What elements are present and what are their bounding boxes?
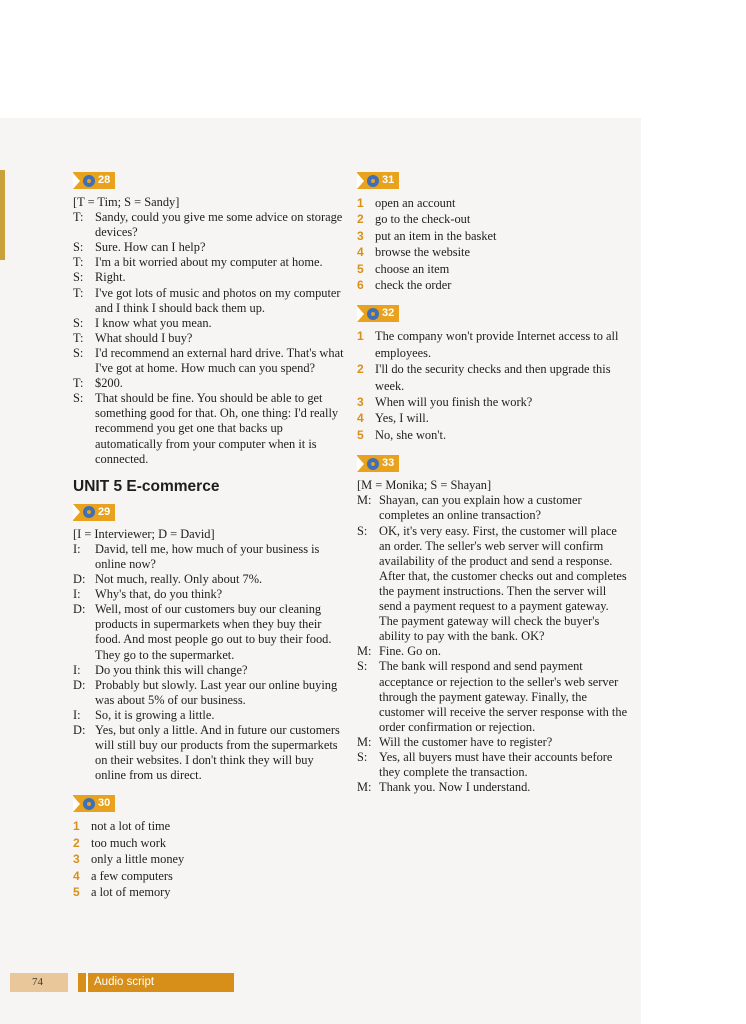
speaker: T: [73,285,84,300]
dialogue-line [357,644,629,659]
speaker: D: [73,572,86,587]
arrow-icon [357,456,364,472]
item-text: go to the check-out [375,212,471,227]
utterance: Shayan, can you explain how a customer completes an online transaction? [379,493,582,523]
utterance: David, tell me, how much of your business is online now? [95,541,320,571]
list-item [357,361,629,394]
item-number: 2 [357,212,364,227]
cd-icon [83,506,95,518]
item-text: put an item in the basket [375,228,497,243]
utterance: What should I buy? [95,330,193,345]
track-badge-30: 30 [73,795,115,812]
utterance: Do you think this will change? [95,662,248,677]
utterance: Thank you. Now I understand. [379,780,531,795]
speaker: I: [73,541,81,556]
item-number: 6 [357,278,364,293]
speaker: I: [73,707,81,722]
speaker-key: [I = Interviewer; D = David] [73,526,215,541]
utterance: I'm a bit worried about my computer at home. [95,255,323,270]
arrow-icon [357,173,364,189]
utterance: Yes, all buyers must have their accounts before they complete the transaction. [379,749,613,780]
utterance: Probably but slowly. Last year our online buying was about 5% of our business. [95,677,338,707]
track-badge-29: 29 [73,504,115,521]
utterance: $200. [95,376,123,391]
item-text: No, she won't. [375,427,447,442]
dialogue-line [73,376,346,391]
item-number: 5 [73,885,80,899]
page-number: 74 [10,973,68,992]
cd-icon [367,308,379,320]
utterance: Why's that, do you think? [95,587,223,602]
speaker: S: [357,749,368,764]
utterance: Not much, really. Only about 7%. [95,572,263,587]
arrow-icon [73,504,80,520]
item-number: 5 [357,427,364,442]
item-text: The company won't provide Internet access to all employees. [375,329,619,360]
list-item [73,835,346,851]
arrow-icon [73,173,80,189]
list-item [73,884,346,900]
speaker: D: [73,602,86,617]
item-number: 1 [357,196,364,210]
item-text: too much work [91,835,167,850]
list-item [357,328,629,361]
cd-icon [83,798,95,810]
utterance: So, it is growing a little. [95,707,215,722]
speaker: I: [73,587,81,602]
track-badge-33: 33 [357,455,399,472]
utterance: Well, most of our customers buy our cleaning products in supermarkets when they buy their food. And most people go out to buy their food. They go to the supermarket. [95,602,332,662]
dialogue [73,210,346,467]
dialogue-line [357,493,629,523]
item-text: a lot of memory [91,885,171,899]
item-number: 1 [357,329,364,344]
item-number: 4 [357,411,364,426]
dialogue-line [357,735,629,750]
dialogue-line [73,602,346,662]
utterance: The bank will respond and send payment acceptance or rejection to the seller's web server through the payment gateway. Finally, the customer will receive the server response with the order confirmation or rejection. [379,659,628,734]
utterance: Sandy, could you give me some advice on storage devices? [95,210,343,240]
track-badge-31: 31 [357,172,399,189]
track-32-section [357,305,629,443]
item-number: 2 [357,362,364,377]
item-text: check the order [375,278,452,293]
arrow-icon [73,796,80,812]
dialogue-line [73,346,346,376]
utterance: Right. [95,270,126,285]
list-item [73,851,346,867]
speaker: S: [73,315,84,330]
item-text: open an account [375,196,456,210]
utterance: Sure. How can I help? [95,240,206,255]
list-item [357,277,629,293]
speaker: T: [73,210,84,225]
track-28-section [73,172,346,467]
utterance: OK, it's very easy. First, the customer will place an order. The seller's web server will confirm availability of the product and send a response. After that, the customer checks out and completes the payment instructions. Then the server will send a payment request to a payment gateway. The payment gateway will check the buyer's ability to pay with the bank. OK? [379,523,627,644]
list-item [357,244,629,260]
speaker: S: [357,523,368,538]
list-item [357,195,629,211]
track-badge-28: 28 [73,172,115,189]
item-text: When will you finish the work? [375,395,533,410]
numbered-list [73,818,346,900]
cd-icon [83,175,95,187]
utterance: I've got lots of music and photos on my computer and I think I should back them up. [95,285,341,315]
item-text: not a lot of time [91,819,171,834]
dialogue-line [73,663,346,678]
list-item [357,228,629,244]
speaker: T: [73,255,84,270]
speaker: M: [357,780,372,795]
item-number: 4 [357,245,364,260]
dialogue-line [73,587,346,602]
dialogue-line [73,391,346,466]
item-number: 2 [73,835,80,850]
dialogue [357,493,629,795]
list-item [357,410,629,426]
dialogue-line [357,659,629,734]
item-text: I'll do the security checks and then upgrade this week. [375,362,611,393]
dialogue-line [357,780,629,795]
dialogue-line [357,524,629,645]
speaker: T: [73,330,84,345]
dialogue [73,542,346,784]
list-item [357,261,629,277]
item-text: a few computers [91,868,173,883]
dialogue-line [73,723,346,783]
utterance: Will the customer have to register? [379,734,553,749]
speaker: S: [73,345,84,360]
dialogue-line [73,316,346,331]
utterance: Yes, but only a little. And in future our customers will still buy our products from the supermarkets on their websites. I don't think they will buy online from us direct. [95,723,340,783]
numbered-list [357,328,629,443]
track-29-section [73,504,346,784]
item-number: 3 [357,228,364,243]
section-label: Audio script [78,973,234,992]
item-number: 5 [357,261,364,276]
speaker: S: [73,240,84,255]
item-number: 1 [73,819,80,834]
left-column [73,172,346,912]
speaker: M: [357,644,372,659]
speaker: M: [357,734,372,749]
dialogue-line [357,750,629,780]
list-item [357,211,629,227]
speaker: S: [357,659,368,674]
track-30-section [73,795,346,900]
dialogue-line [73,708,346,723]
track-badge-32: 32 [357,305,399,322]
item-number: 3 [357,395,364,410]
arrow-icon [357,306,364,322]
speaker: D: [73,723,86,737]
dialogue-line [73,270,346,285]
speaker: T: [73,376,84,391]
utterance: That should be fine. You should be able to get something good for that. Oh, one thing: I'd really recommend you get one that backs up automatically from your computer when it is connected. [95,391,339,466]
cd-icon [367,175,379,187]
speaker: D: [73,677,86,692]
dialogue-line [73,240,346,255]
numbered-list [357,195,629,293]
track-33-section [357,455,629,795]
item-number: 4 [73,868,80,883]
list-item [357,394,629,410]
edge-marker [0,170,5,260]
dialogue-line [73,572,346,587]
dialogue-line [73,542,346,572]
speaker: M: [357,493,372,508]
item-number: 3 [73,852,80,867]
unit-title: UNIT 5 E-commerce [73,477,220,495]
dialogue-line [73,255,346,270]
speaker: I: [73,662,81,677]
dialogue-line [73,286,346,316]
list-item [73,818,346,834]
speaker: S: [73,391,84,406]
speaker: S: [73,270,84,285]
item-text: only a little money [91,852,185,867]
item-text: Yes, I will. [375,411,429,426]
item-text: choose an item [375,261,450,276]
speaker-key: [M = Monika; S = Shayan] [357,478,492,493]
list-item [73,868,346,884]
utterance: I know what you mean. [95,315,212,330]
speaker-key: [T = Tim; S = Sandy] [73,195,180,209]
item-text: browse the website [375,245,470,260]
track-31-section [357,172,629,293]
dialogue-line [73,210,346,240]
right-column [357,172,629,807]
list-item [357,427,629,443]
cd-icon [367,458,379,470]
utterance: I'd recommend an external hard drive. That's what I've got at home. How much can you spend? [95,345,344,376]
dialogue-line [73,331,346,346]
dialogue-line [73,678,346,708]
utterance: Fine. Go on. [379,644,441,659]
